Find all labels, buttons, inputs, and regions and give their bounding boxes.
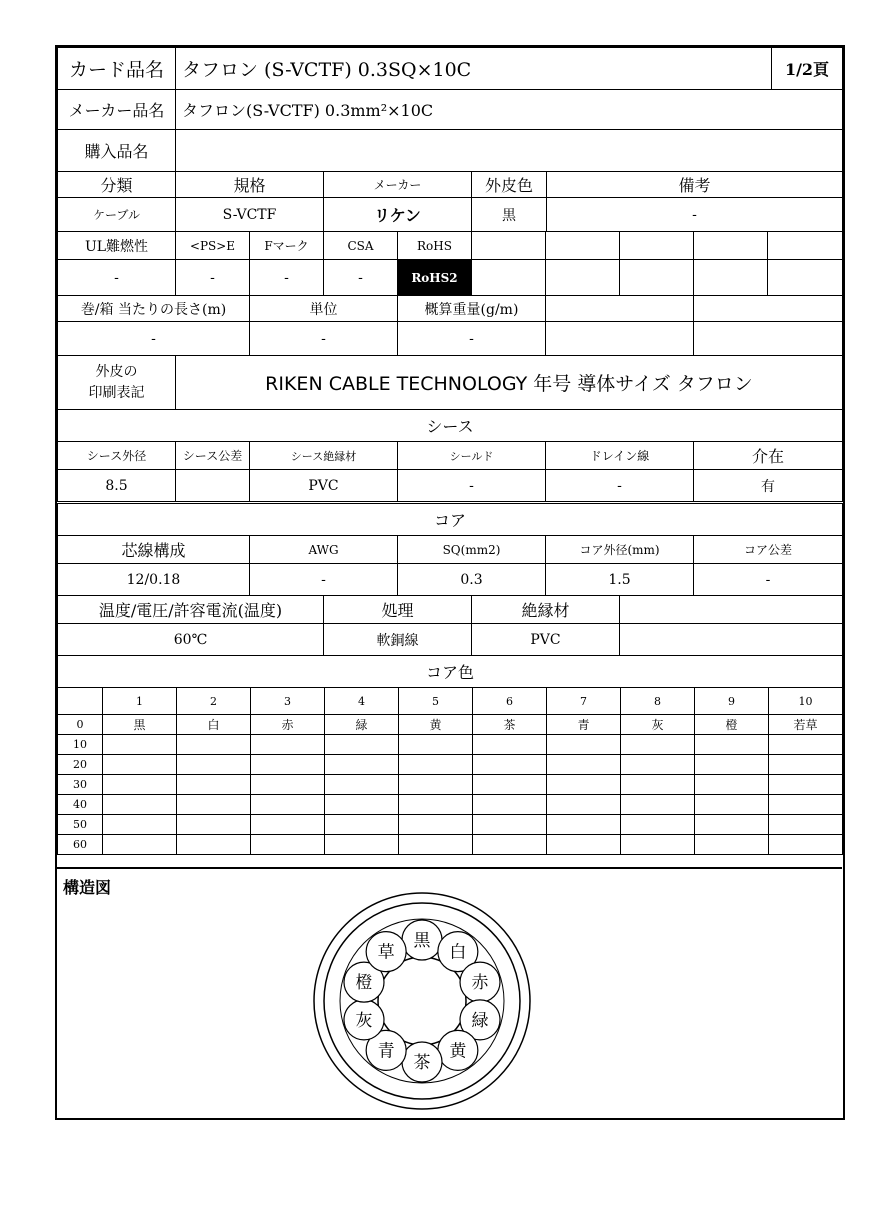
csa-header: CSA bbox=[324, 232, 398, 260]
ul-value: - bbox=[58, 260, 176, 296]
core-color-cell bbox=[473, 835, 547, 855]
sheath-od-value: 8.5 bbox=[58, 470, 176, 502]
core-color-cell bbox=[325, 835, 399, 855]
row-number: 60 bbox=[58, 835, 103, 855]
core-color-row bbox=[58, 795, 843, 815]
standard-value: S-VCTF bbox=[176, 198, 324, 232]
core-color-cell: 若草 bbox=[769, 715, 843, 735]
core-color-cell bbox=[251, 735, 325, 755]
purchase-name-label: 購入品名 bbox=[58, 130, 176, 172]
blank-cell bbox=[58, 688, 103, 715]
core-color-cell bbox=[695, 835, 769, 855]
pse-value: - bbox=[176, 260, 250, 296]
core-color-cell bbox=[399, 815, 473, 835]
core-color-cell bbox=[399, 835, 473, 855]
print-label bbox=[58, 356, 176, 410]
blank-cell bbox=[768, 260, 843, 296]
core-color-row bbox=[58, 755, 843, 775]
core-color-cell bbox=[695, 735, 769, 755]
core-label: 白 bbox=[449, 942, 467, 963]
core-table bbox=[57, 503, 843, 596]
core-tol-header: コア公差 bbox=[694, 536, 843, 564]
pse-header: <PS>E bbox=[176, 232, 250, 260]
blank-cell bbox=[620, 232, 694, 260]
shield-value: - bbox=[398, 470, 546, 502]
card-name-value: タフロン (S-VCTF) 0.3SQ×10C bbox=[176, 48, 772, 90]
treatment-value: 軟銅線 bbox=[324, 624, 472, 656]
csa-value: - bbox=[324, 260, 398, 296]
classification-table bbox=[57, 171, 843, 232]
core-color-cell bbox=[103, 755, 177, 775]
maker-header: メーカー bbox=[324, 172, 472, 198]
col-number: 10 bbox=[769, 688, 843, 715]
core-label: 茶 bbox=[413, 1053, 431, 1073]
blank-cell bbox=[620, 624, 843, 656]
temp-value: 60℃ bbox=[58, 624, 324, 656]
core-color-cell bbox=[695, 795, 769, 815]
core-color-row bbox=[58, 815, 843, 835]
col-number: 1 bbox=[103, 688, 177, 715]
blank-cell bbox=[694, 296, 843, 322]
ul-header: UL難燃性 bbox=[58, 232, 176, 260]
class-header: 分類 bbox=[58, 172, 176, 198]
drain-value: - bbox=[546, 470, 694, 502]
core-color-cell bbox=[547, 735, 621, 755]
sq-header: SQ(mm2) bbox=[398, 536, 546, 564]
core-color-cell bbox=[399, 735, 473, 755]
core-color-cell bbox=[251, 775, 325, 795]
core-color-cell bbox=[769, 835, 843, 855]
core-color-cell: 赤 bbox=[251, 715, 325, 735]
core-color-cell bbox=[769, 735, 843, 755]
col-number: 7 bbox=[547, 688, 621, 715]
sheath-insulation-value: PVC bbox=[250, 470, 398, 502]
core-color-cell bbox=[473, 755, 547, 775]
core-color-cell: 緑 bbox=[325, 715, 399, 735]
core-color-cell: 黒 bbox=[103, 715, 177, 735]
strand-value: 12/0.18 bbox=[58, 564, 250, 596]
core-color-cell: 橙 bbox=[695, 715, 769, 735]
core-color-cell bbox=[769, 775, 843, 795]
core-label: 赤 bbox=[471, 973, 489, 994]
row-number: 50 bbox=[58, 815, 103, 835]
core-color-title: コア色 bbox=[58, 656, 843, 688]
print-table bbox=[57, 355, 843, 410]
core-label: 黒 bbox=[413, 931, 431, 951]
core-color-cell: 茶 bbox=[473, 715, 547, 735]
f-mark-value: - bbox=[250, 260, 324, 296]
maker-name-value: タフロン(S-VCTF) 0.3mm²×10C bbox=[176, 90, 843, 130]
core-color-cell bbox=[547, 835, 621, 855]
weight-header: 概算重量(g/m) bbox=[398, 296, 546, 322]
col-number: 3 bbox=[251, 688, 325, 715]
purchase-name-value bbox=[176, 130, 843, 172]
core-od-header: コア外径(mm) bbox=[546, 536, 694, 564]
core-color-cell bbox=[473, 815, 547, 835]
awg-value: - bbox=[250, 564, 398, 596]
core-label: 青 bbox=[377, 1041, 395, 1062]
unit-value: - bbox=[250, 322, 398, 356]
sheath-table bbox=[57, 409, 843, 502]
card-name-label: カード品名 bbox=[58, 48, 176, 90]
print-label-line2: 印刷表記 bbox=[88, 384, 145, 401]
core-color-cell bbox=[769, 755, 843, 775]
core-color-cell bbox=[103, 775, 177, 795]
length-table bbox=[57, 295, 843, 356]
blank-cell bbox=[546, 260, 620, 296]
f-mark-header: Fマーク bbox=[250, 232, 324, 260]
core-color-row bbox=[58, 735, 843, 755]
print-label-line1: 外皮の bbox=[95, 363, 138, 380]
core-color-cell bbox=[103, 835, 177, 855]
core-color-cell bbox=[251, 795, 325, 815]
row-number: 10 bbox=[58, 735, 103, 755]
length-header: 巻/箱 当たりの長さ(m) bbox=[58, 296, 250, 322]
page-number: 1/2頁 bbox=[772, 48, 843, 90]
blank-cell bbox=[694, 260, 768, 296]
core-color-cell bbox=[769, 815, 843, 835]
core-color-cell bbox=[547, 815, 621, 835]
spec-sheet bbox=[55, 45, 845, 1120]
filler-value: 有 bbox=[694, 470, 843, 502]
temp-header: 温度/電圧/許容電流(温度) bbox=[58, 596, 324, 624]
core-color-row bbox=[58, 775, 843, 795]
col-number: 6 bbox=[473, 688, 547, 715]
maker-value: リケン bbox=[324, 198, 472, 232]
core-color-cell bbox=[325, 735, 399, 755]
col-number: 4 bbox=[325, 688, 399, 715]
standard-header: 規格 bbox=[176, 172, 324, 198]
core-color-cell bbox=[621, 835, 695, 855]
core-color-cell bbox=[399, 775, 473, 795]
length-value: - bbox=[58, 322, 250, 356]
core-color-cell bbox=[103, 735, 177, 755]
core-color-cell bbox=[399, 755, 473, 775]
core-color-cell bbox=[103, 815, 177, 835]
core-color-cell bbox=[177, 775, 251, 795]
insulation-header: 絶縁材 bbox=[472, 596, 620, 624]
blank-cell bbox=[620, 260, 694, 296]
core-color-cell bbox=[325, 795, 399, 815]
blank-cell bbox=[546, 232, 620, 260]
unit-header: 単位 bbox=[250, 296, 398, 322]
core-label: 緑 bbox=[471, 1010, 489, 1031]
core-label: 草 bbox=[377, 942, 395, 963]
core-color-cell bbox=[177, 735, 251, 755]
class-value: ケーブル bbox=[58, 198, 176, 232]
row-number: 40 bbox=[58, 795, 103, 815]
core-color-cell bbox=[325, 755, 399, 775]
treatment-header: 処理 bbox=[324, 596, 472, 624]
core-od-value: 1.5 bbox=[546, 564, 694, 596]
core-tol-value: - bbox=[694, 564, 843, 596]
maker-table bbox=[57, 89, 843, 172]
core-color-cell bbox=[177, 795, 251, 815]
core-color-row bbox=[58, 835, 843, 855]
blank-cell bbox=[472, 260, 546, 296]
core-color-cell bbox=[325, 815, 399, 835]
remarks-value: - bbox=[547, 198, 843, 232]
core-color-header-row bbox=[58, 688, 843, 715]
col-number: 8 bbox=[621, 688, 695, 715]
jacket-color-value: 黒 bbox=[472, 198, 547, 232]
blank-cell bbox=[472, 232, 546, 260]
core-color-cell bbox=[177, 835, 251, 855]
row-number: 0 bbox=[58, 715, 103, 735]
core-label: 灰 bbox=[355, 1010, 373, 1031]
core-color-cell bbox=[621, 735, 695, 755]
core-color-cell: 灰 bbox=[621, 715, 695, 735]
maker-name-label: メーカー品名 bbox=[58, 90, 176, 130]
core-color-cell bbox=[695, 755, 769, 775]
cable-cross-section bbox=[57, 869, 842, 1119]
rohs-value: RoHS2 bbox=[398, 260, 472, 296]
core-color-cell: 黄 bbox=[399, 715, 473, 735]
core-color-cell bbox=[251, 835, 325, 855]
strand-header: 芯線構成 bbox=[58, 536, 250, 564]
core-label: 黄 bbox=[449, 1041, 467, 1062]
col-number: 5 bbox=[399, 688, 473, 715]
core-color-cell bbox=[103, 795, 177, 815]
core-color-cell bbox=[547, 775, 621, 795]
core-color-cell bbox=[473, 735, 547, 755]
core-color-cell: 白 bbox=[177, 715, 251, 735]
core-color-cell bbox=[695, 775, 769, 795]
jacket-color-header: 外皮色 bbox=[472, 172, 547, 198]
core-label: 橙 bbox=[355, 973, 373, 994]
insulation-value: PVC bbox=[472, 624, 620, 656]
cert-table bbox=[57, 231, 843, 296]
weight-value: - bbox=[398, 322, 546, 356]
remarks-header: 備考 bbox=[547, 172, 843, 198]
blank-cell bbox=[768, 232, 843, 260]
core-color-cell bbox=[399, 795, 473, 815]
core-color-cell bbox=[473, 795, 547, 815]
core-color-cell bbox=[621, 815, 695, 835]
col-number: 2 bbox=[177, 688, 251, 715]
header-table bbox=[57, 47, 843, 90]
core-color-cell bbox=[621, 755, 695, 775]
core-color-table bbox=[57, 655, 843, 855]
blank-cell bbox=[546, 296, 694, 322]
core-color-cell bbox=[695, 815, 769, 835]
core-color-cell bbox=[769, 795, 843, 815]
structure-diagram-section bbox=[57, 867, 842, 1119]
blank-cell bbox=[694, 322, 843, 356]
sheath-tol-header: シース公差 bbox=[176, 442, 250, 470]
blank-cell bbox=[546, 322, 694, 356]
awg-header: AWG bbox=[250, 536, 398, 564]
print-value: RIKEN CABLE TECHNOLOGY 年号 導体サイズ タフロン bbox=[176, 356, 843, 410]
sheath-title: シース bbox=[58, 410, 843, 442]
sheath-insulation-header: シース絶縁材 bbox=[250, 442, 398, 470]
core-color-row bbox=[58, 715, 843, 735]
core-color-cell bbox=[473, 775, 547, 795]
sheath-tol-value bbox=[176, 470, 250, 502]
rohs-header: RoHS bbox=[398, 232, 472, 260]
core-color-cell bbox=[251, 815, 325, 835]
core-detail-table bbox=[57, 595, 843, 656]
core-title: コア bbox=[58, 504, 843, 536]
blank-cell bbox=[694, 232, 768, 260]
blank-cell bbox=[620, 596, 843, 624]
core-color-cell bbox=[547, 755, 621, 775]
core-color-cell bbox=[621, 775, 695, 795]
core-color-cell bbox=[547, 795, 621, 815]
sq-value: 0.3 bbox=[398, 564, 546, 596]
drain-header: ドレイン線 bbox=[546, 442, 694, 470]
structure-diagram-title: 構造図 bbox=[63, 878, 112, 897]
core-color-cell bbox=[177, 755, 251, 775]
core-color-cell bbox=[177, 815, 251, 835]
filler-header: 介在 bbox=[694, 442, 843, 470]
col-number: 9 bbox=[695, 688, 769, 715]
sheath-od-header: シース外径 bbox=[58, 442, 176, 470]
core-color-cell bbox=[251, 755, 325, 775]
core-color-cell bbox=[621, 795, 695, 815]
core-color-cell bbox=[325, 775, 399, 795]
shield-header: シールド bbox=[398, 442, 546, 470]
row-number: 30 bbox=[58, 775, 103, 795]
row-number: 20 bbox=[58, 755, 103, 775]
core-color-cell: 青 bbox=[547, 715, 621, 735]
